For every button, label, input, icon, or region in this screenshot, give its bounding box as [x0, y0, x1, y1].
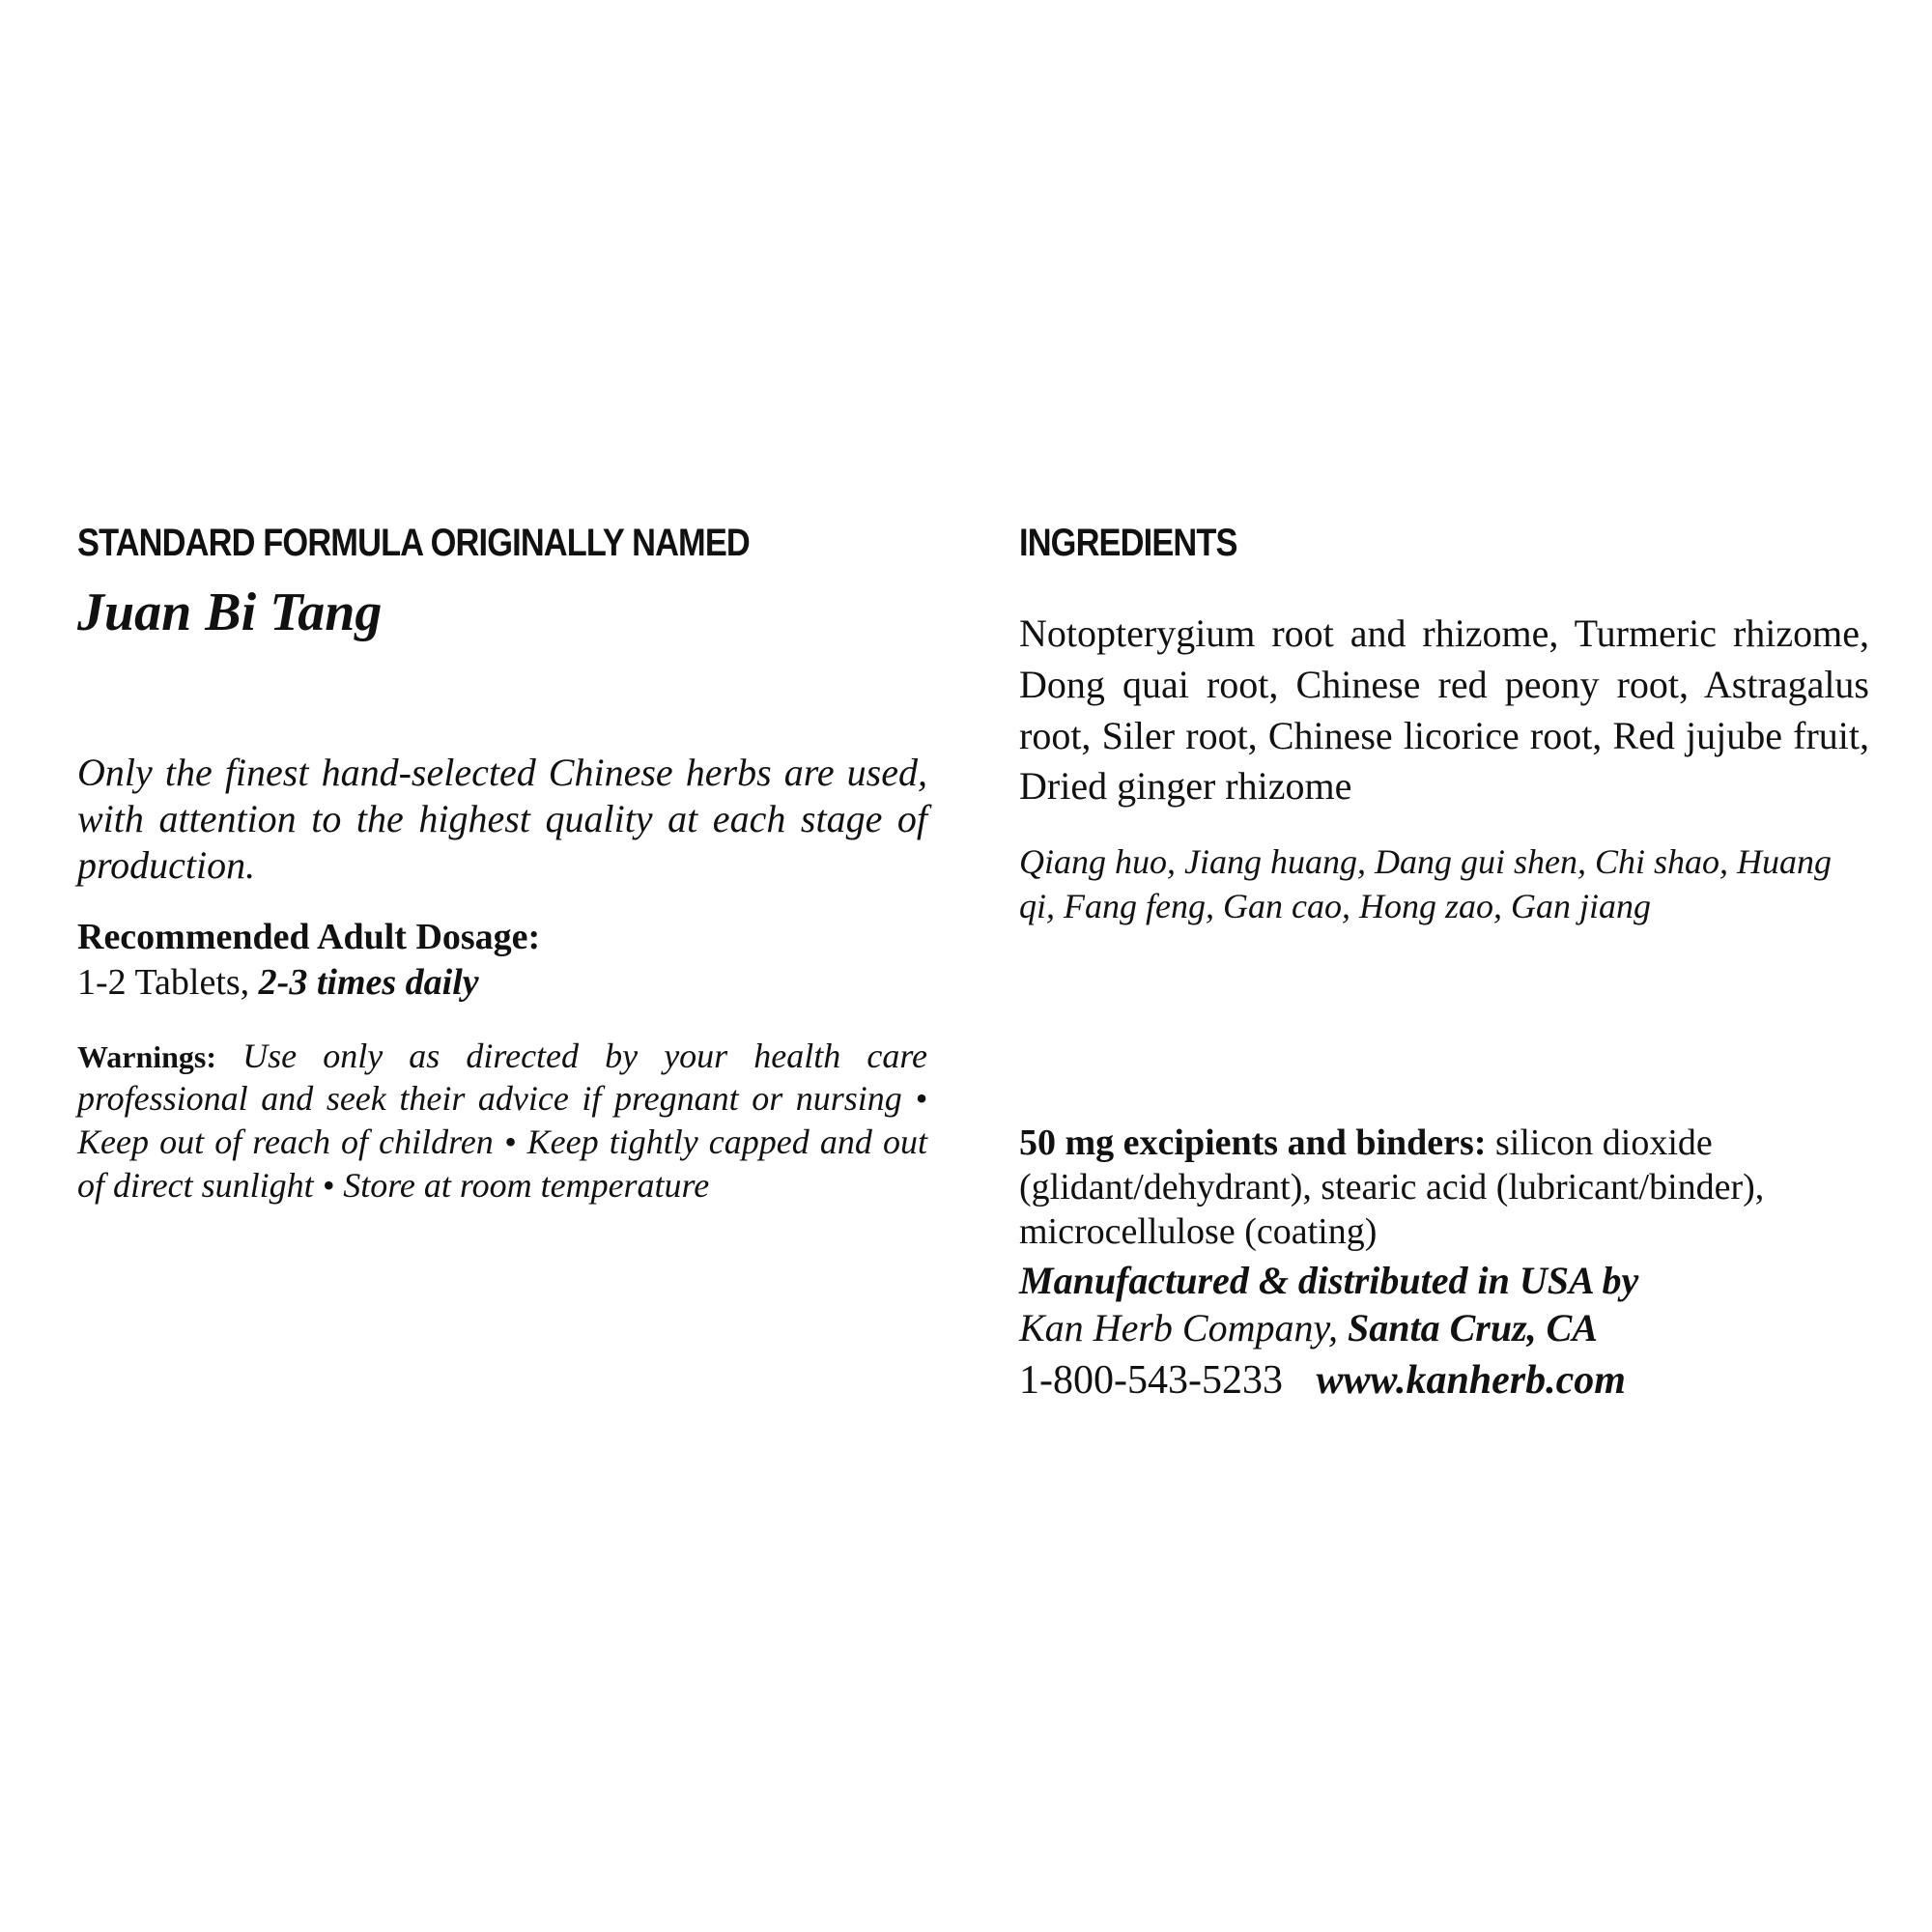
- excipients-text: silicon dioxide (glidant/dehydrant), stearic acid (lubricant/binder), microcellulose (coating): [1019, 1122, 1765, 1252]
- contact-line: [1019, 1356, 1869, 1405]
- website: www.kanherb.com: [1316, 1357, 1626, 1403]
- intro-text: Only the finest hand-selected Chinese herbs are used, with attention to the highest quality at each stage of production.: [77, 750, 927, 887]
- formula-origin-heading: STANDARD FORMULA ORIGINALLY NAMED: [77, 522, 750, 564]
- company-line: [1019, 1305, 1869, 1352]
- formula-name: Juan Bi Tang: [77, 582, 383, 642]
- ingredients-list: Notopterygium root and rhizome, Turmeric rhizome, Dong quai root, Chinese red peony root, Astragalus root, Siler root, Chinese licorice root, Red jujube fruit, Dried ginger rhizome: [1019, 611, 1869, 809]
- warnings-text: Use only as directed by your health care professional and seek their advice if pregnant or nursing • Keep out of reach of children • Keep tightly capped and out of direct sunlight • Store at room temperature: [77, 1036, 928, 1205]
- dosage-heading: Recommended Adult Dosage:: [77, 916, 541, 957]
- manufacturer-block: [1019, 1258, 1869, 1352]
- pinyin-list: Qiang huo, Jiang huang, Dang gui shen, Chi shao, Huang qi, Fang feng, Gan cao, Hong zao, Gan jiang: [1019, 842, 1832, 926]
- dosage-tablets: 1-2 Tablets,: [77, 962, 250, 1004]
- warnings-label: Warnings:: [77, 1038, 217, 1074]
- manufactured-line: Manufactured & distributed in USA by: [1019, 1259, 1639, 1303]
- ingredients-heading: INGREDIENTS: [1019, 522, 1237, 564]
- excipients-label: 50 mg excipients and binders:: [1019, 1122, 1487, 1164]
- company-city: Santa Cruz, CA: [1348, 1305, 1599, 1350]
- right-column: [1019, 522, 1869, 1405]
- left-column: [77, 522, 927, 1207]
- excipients: [1019, 1122, 1869, 1254]
- warnings: [77, 1035, 927, 1208]
- dosage-frequency: 2-3 times daily: [258, 962, 479, 1004]
- phone-number: 1-800-543-5233: [1019, 1357, 1283, 1403]
- company-name: Kan Herb Company,: [1019, 1305, 1338, 1350]
- dosage-text: [77, 961, 927, 1006]
